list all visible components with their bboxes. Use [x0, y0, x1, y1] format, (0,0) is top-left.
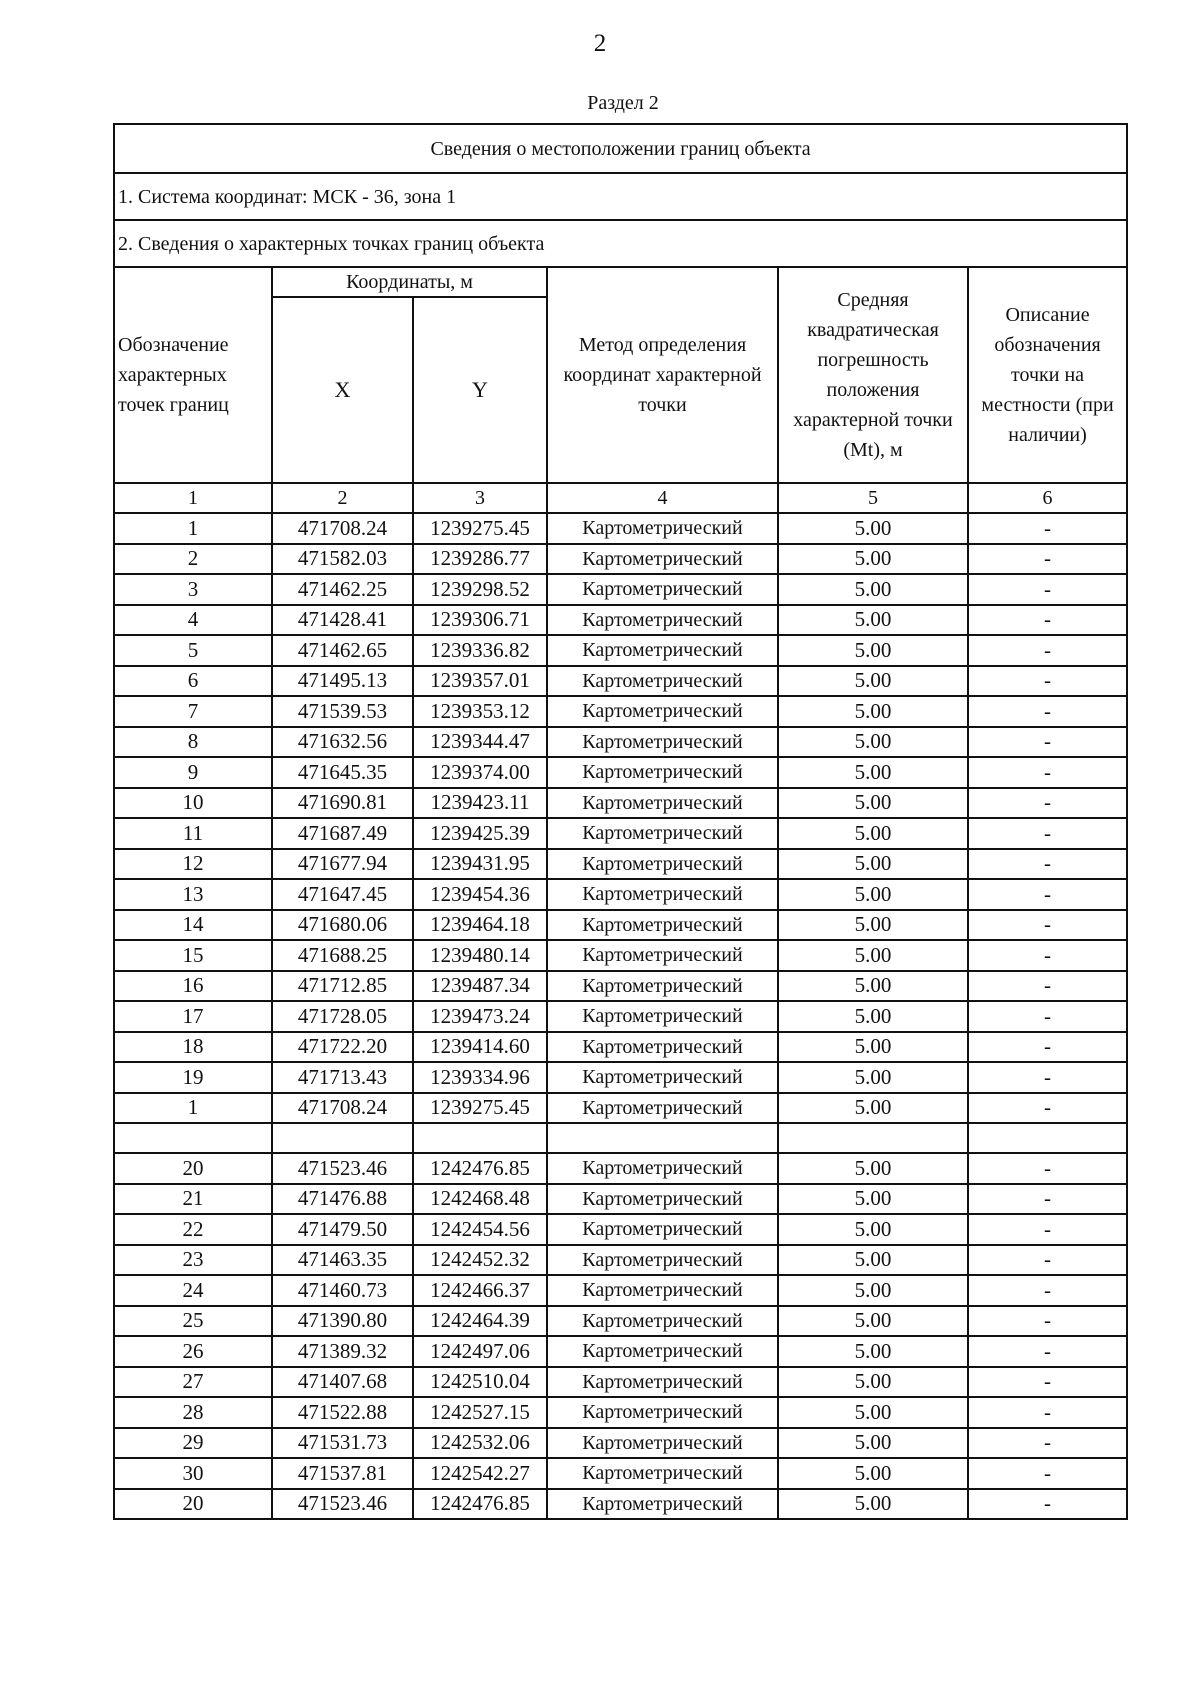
accuracy-cell: 5.00 [778, 1032, 968, 1063]
accuracy-cell: 5.00 [778, 1184, 968, 1215]
description-cell: - [968, 940, 1127, 971]
description-cell: - [968, 513, 1127, 544]
point-id-cell: 26 [114, 1336, 272, 1367]
description-cell: - [968, 1093, 1127, 1124]
accuracy-cell: 5.00 [778, 513, 968, 544]
description-cell: - [968, 1489, 1127, 1520]
table-row [114, 757, 1127, 788]
blank-cell [778, 1123, 968, 1153]
method-cell: Картометрический [547, 1367, 778, 1398]
coord-y-cell: 1239454.36 [413, 879, 547, 910]
section-label: Раздел 2 [587, 92, 659, 114]
method-cell: Картометрический [547, 1093, 778, 1124]
point-id-cell: 14 [114, 910, 272, 941]
coord-x-cell: 471390.80 [272, 1306, 413, 1337]
coord-y-cell: 1242468.48 [413, 1184, 547, 1215]
point-id-cell: 27 [114, 1367, 272, 1398]
coord-y-cell: 1239298.52 [413, 574, 547, 605]
point-id-cell: 19 [114, 1062, 272, 1093]
method-cell: Картометрический [547, 1153, 778, 1184]
method-cell: Картометрический [547, 1032, 778, 1063]
point-id-cell: 17 [114, 1001, 272, 1032]
table-row [114, 1428, 1127, 1459]
coord-y-cell: 1239344.47 [413, 727, 547, 758]
description-cell: - [968, 1275, 1127, 1306]
method-cell: Картометрический [547, 1458, 778, 1489]
accuracy-cell: 5.00 [778, 1214, 968, 1245]
table-row [114, 1245, 1127, 1276]
table-row [114, 1001, 1127, 1032]
header-description: Описание обозначения точки на местности (при наличии) [968, 267, 1127, 483]
method-cell: Картометрический [547, 1336, 778, 1367]
coord-x-cell: 471688.25 [272, 940, 413, 971]
point-id-cell: 18 [114, 1032, 272, 1063]
table-row [114, 513, 1127, 544]
point-id-cell: 16 [114, 971, 272, 1002]
table-row [114, 574, 1127, 605]
coord-x-cell: 471680.06 [272, 910, 413, 941]
coord-x-cell: 471708.24 [272, 513, 413, 544]
table-row [114, 1184, 1127, 1215]
accuracy-cell: 5.00 [778, 1306, 968, 1337]
description-cell: - [968, 1214, 1127, 1245]
accuracy-cell: 5.00 [778, 1458, 968, 1489]
coord-y-cell: 1239275.45 [413, 1093, 547, 1124]
accuracy-cell: 5.00 [778, 544, 968, 575]
point-id-cell: 9 [114, 757, 272, 788]
coord-x-cell: 471647.45 [272, 879, 413, 910]
method-cell: Картометрический [547, 788, 778, 819]
header-method: Метод определения координат характерной точки [547, 267, 778, 483]
method-cell: Картометрический [547, 513, 778, 544]
description-cell: - [968, 818, 1127, 849]
table-row [114, 666, 1127, 697]
coord-y-cell: 1242452.32 [413, 1245, 547, 1276]
coord-x-cell: 471722.20 [272, 1032, 413, 1063]
description-cell: - [968, 1184, 1127, 1215]
accuracy-cell: 5.00 [778, 757, 968, 788]
table-row [114, 1214, 1127, 1245]
point-id-cell: 8 [114, 727, 272, 758]
point-id-cell: 6 [114, 666, 272, 697]
point-id-cell: 2 [114, 544, 272, 575]
column-number: 4 [547, 483, 778, 513]
blank-cell [547, 1123, 778, 1153]
description-cell: - [968, 727, 1127, 758]
table-row [114, 544, 1127, 575]
table-row [114, 1489, 1127, 1520]
coord-x-cell: 471462.25 [272, 574, 413, 605]
coord-y-cell: 1239431.95 [413, 849, 547, 880]
header-x: X [272, 297, 413, 483]
description-cell: - [968, 1153, 1127, 1184]
coord-x-cell: 471479.50 [272, 1214, 413, 1245]
coord-y-cell: 1239334.96 [413, 1062, 547, 1093]
method-cell: Картометрический [547, 1275, 778, 1306]
table-row [114, 696, 1127, 727]
point-id-cell: 25 [114, 1306, 272, 1337]
method-cell: Картометрический [547, 910, 778, 941]
coord-y-cell: 1242497.06 [413, 1336, 547, 1367]
coord-y-cell: 1239480.14 [413, 940, 547, 971]
table-row [114, 1397, 1127, 1428]
method-cell: Картометрический [547, 666, 778, 697]
point-id-cell: 1 [114, 1093, 272, 1124]
method-cell: Картометрический [547, 940, 778, 971]
table-row [114, 1336, 1127, 1367]
description-cell: - [968, 635, 1127, 666]
coord-x-cell: 471463.35 [272, 1245, 413, 1276]
point-id-cell: 15 [114, 940, 272, 971]
coord-x-cell: 471708.24 [272, 1093, 413, 1124]
method-cell: Картометрический [547, 1001, 778, 1032]
method-cell: Картометрический [547, 727, 778, 758]
method-cell: Картометрический [547, 818, 778, 849]
description-cell: - [968, 1428, 1127, 1459]
coord-x-cell: 471690.81 [272, 788, 413, 819]
description-cell: - [968, 971, 1127, 1002]
table-row [114, 727, 1127, 758]
method-cell: Картометрический [547, 574, 778, 605]
method-cell: Картометрический [547, 849, 778, 880]
table-row [114, 1367, 1127, 1398]
accuracy-cell: 5.00 [778, 971, 968, 1002]
coord-x-cell: 471522.88 [272, 1397, 413, 1428]
coordinate-system: 1. Система координат: МСК - 36, зона 1 [114, 173, 1127, 220]
coord-x-cell: 471728.05 [272, 1001, 413, 1032]
coord-y-cell: 1242542.27 [413, 1458, 547, 1489]
table-row [114, 1458, 1127, 1489]
coord-x-cell: 471428.41 [272, 605, 413, 636]
method-cell: Картометрический [547, 879, 778, 910]
coord-x-cell: 471582.03 [272, 544, 413, 575]
accuracy-cell: 5.00 [778, 635, 968, 666]
coord-y-cell: 1239353.12 [413, 696, 547, 727]
accuracy-cell: 5.00 [778, 1428, 968, 1459]
table-row [114, 910, 1127, 941]
description-cell: - [968, 666, 1127, 697]
table-row [114, 849, 1127, 880]
description-cell: - [968, 1032, 1127, 1063]
description-cell: - [968, 1367, 1127, 1398]
point-id-cell: 22 [114, 1214, 272, 1245]
point-id-cell: 20 [114, 1153, 272, 1184]
description-cell: - [968, 1306, 1127, 1337]
accuracy-cell: 5.00 [778, 1245, 968, 1276]
column-number: 5 [778, 483, 968, 513]
description-cell: - [968, 696, 1127, 727]
table-row [114, 1032, 1127, 1063]
table-row [114, 1306, 1127, 1337]
table-row [114, 818, 1127, 849]
table-row [114, 879, 1127, 910]
coord-x-cell: 471460.73 [272, 1275, 413, 1306]
point-id-cell: 28 [114, 1397, 272, 1428]
coord-y-cell: 1239275.45 [413, 513, 547, 544]
coord-y-cell: 1239286.77 [413, 544, 547, 575]
point-id-cell: 20 [114, 1489, 272, 1520]
point-id-cell: 4 [114, 605, 272, 636]
coord-y-cell: 1242466.37 [413, 1275, 547, 1306]
description-cell: - [968, 757, 1127, 788]
blank-cell [968, 1123, 1127, 1153]
method-cell: Картометрический [547, 1306, 778, 1337]
coord-y-cell: 1239473.24 [413, 1001, 547, 1032]
description-cell: - [968, 1001, 1127, 1032]
description-cell: - [968, 788, 1127, 819]
coord-x-cell: 471677.94 [272, 849, 413, 880]
table-row [114, 788, 1127, 819]
points-heading: 2. Сведения о характерных точках границ объекта [114, 220, 1127, 267]
table-row [114, 940, 1127, 971]
coord-y-cell: 1242527.15 [413, 1397, 547, 1428]
header-point: Обозначение характерных точек границ [114, 267, 272, 483]
method-cell: Картометрический [547, 1214, 778, 1245]
description-cell: - [968, 574, 1127, 605]
blank-cell [114, 1123, 272, 1153]
method-cell: Картометрический [547, 1489, 778, 1520]
accuracy-cell: 5.00 [778, 666, 968, 697]
point-id-cell: 3 [114, 574, 272, 605]
coord-y-cell: 1239464.18 [413, 910, 547, 941]
coord-x-cell: 471495.13 [272, 666, 413, 697]
point-id-cell: 12 [114, 849, 272, 880]
table-row [114, 1062, 1127, 1093]
coord-y-cell: 1239423.11 [413, 788, 547, 819]
column-number: 6 [968, 483, 1127, 513]
column-number: 2 [272, 483, 413, 513]
point-id-cell: 11 [114, 818, 272, 849]
method-cell: Картометрический [547, 1428, 778, 1459]
coord-x-cell: 471523.46 [272, 1489, 413, 1520]
coord-x-cell: 471687.49 [272, 818, 413, 849]
page-number: 2 [593, 30, 607, 57]
blank-cell [413, 1123, 547, 1153]
coord-y-cell: 1239374.00 [413, 757, 547, 788]
description-cell: - [968, 849, 1127, 880]
accuracy-cell: 5.00 [778, 1153, 968, 1184]
column-number: 3 [413, 483, 547, 513]
accuracy-cell: 5.00 [778, 788, 968, 819]
coord-y-cell: 1242464.39 [413, 1306, 547, 1337]
header-coordinates: Координаты, м [272, 267, 547, 297]
blank-separator-row [114, 1123, 1127, 1153]
coord-y-cell: 1242532.06 [413, 1428, 547, 1459]
coord-y-cell: 1239414.60 [413, 1032, 547, 1063]
accuracy-cell: 5.00 [778, 940, 968, 971]
accuracy-cell: 5.00 [778, 910, 968, 941]
table-row [114, 1153, 1127, 1184]
method-cell: Картометрический [547, 696, 778, 727]
table-row [114, 1275, 1127, 1306]
coord-x-cell: 471389.32 [272, 1336, 413, 1367]
point-id-cell: 30 [114, 1458, 272, 1489]
method-cell: Картометрический [547, 971, 778, 1002]
coord-y-cell: 1242510.04 [413, 1367, 547, 1398]
coord-x-cell: 471407.68 [272, 1367, 413, 1398]
coord-y-cell: 1242454.56 [413, 1214, 547, 1245]
accuracy-cell: 5.00 [778, 727, 968, 758]
point-id-cell: 5 [114, 635, 272, 666]
accuracy-cell: 5.00 [778, 1367, 968, 1398]
description-cell: - [968, 879, 1127, 910]
coord-y-cell: 1239487.34 [413, 971, 547, 1002]
description-cell: - [968, 544, 1127, 575]
coord-y-cell: 1242476.85 [413, 1489, 547, 1520]
description-cell: - [968, 1245, 1127, 1276]
coord-y-cell: 1239306.71 [413, 605, 547, 636]
description-cell: - [968, 1458, 1127, 1489]
header-y: Y [413, 297, 547, 483]
description-cell: - [968, 1336, 1127, 1367]
coord-x-cell: 471531.73 [272, 1428, 413, 1459]
coord-y-cell: 1239357.01 [413, 666, 547, 697]
description-cell: - [968, 605, 1127, 636]
description-cell: - [968, 910, 1127, 941]
point-id-cell: 24 [114, 1275, 272, 1306]
coord-x-cell: 471537.81 [272, 1458, 413, 1489]
table-title: Сведения о местоположении границ объекта [114, 124, 1127, 173]
point-id-cell: 1 [114, 513, 272, 544]
accuracy-cell: 5.00 [778, 1093, 968, 1124]
accuracy-cell: 5.00 [778, 1489, 968, 1520]
table-row [114, 605, 1127, 636]
column-numbers-row [114, 483, 1127, 513]
method-cell: Картометрический [547, 1184, 778, 1215]
method-cell: Картометрический [547, 1397, 778, 1428]
coord-y-cell: 1239425.39 [413, 818, 547, 849]
table-row [114, 1093, 1127, 1124]
coord-y-cell: 1239336.82 [413, 635, 547, 666]
accuracy-cell: 5.00 [778, 574, 968, 605]
accuracy-cell: 5.00 [778, 1397, 968, 1428]
method-cell: Картометрический [547, 544, 778, 575]
accuracy-cell: 5.00 [778, 849, 968, 880]
coord-x-cell: 471462.65 [272, 635, 413, 666]
table-row [114, 635, 1127, 666]
accuracy-cell: 5.00 [778, 1001, 968, 1032]
description-cell: - [968, 1062, 1127, 1093]
coord-x-cell: 471632.56 [272, 727, 413, 758]
accuracy-cell: 5.00 [778, 879, 968, 910]
coord-x-cell: 471645.35 [272, 757, 413, 788]
column-number: 1 [114, 483, 272, 513]
point-id-cell: 29 [114, 1428, 272, 1459]
method-cell: Картометрический [547, 757, 778, 788]
accuracy-cell: 5.00 [778, 696, 968, 727]
point-id-cell: 7 [114, 696, 272, 727]
point-id-cell: 21 [114, 1184, 272, 1215]
header-accuracy: Средняя квадратическая погрешность положения характерной точки (Mt), м [778, 267, 968, 483]
coord-y-cell: 1242476.85 [413, 1153, 547, 1184]
blank-cell [272, 1123, 413, 1153]
accuracy-cell: 5.00 [778, 818, 968, 849]
coord-x-cell: 471539.53 [272, 696, 413, 727]
accuracy-cell: 5.00 [778, 1275, 968, 1306]
coord-x-cell: 471476.88 [272, 1184, 413, 1215]
accuracy-cell: 5.00 [778, 605, 968, 636]
description-cell: - [968, 1397, 1127, 1428]
accuracy-cell: 5.00 [778, 1336, 968, 1367]
method-cell: Картометрический [547, 1062, 778, 1093]
table-row [114, 971, 1127, 1002]
method-cell: Картометрический [547, 1245, 778, 1276]
method-cell: Картометрический [547, 605, 778, 636]
point-id-cell: 23 [114, 1245, 272, 1276]
point-id-cell: 13 [114, 879, 272, 910]
coord-x-cell: 471712.85 [272, 971, 413, 1002]
method-cell: Картометрический [547, 635, 778, 666]
coord-x-cell: 471523.46 [272, 1153, 413, 1184]
accuracy-cell: 5.00 [778, 1062, 968, 1093]
boundary-points-table [113, 123, 1128, 1520]
point-id-cell: 10 [114, 788, 272, 819]
coord-x-cell: 471713.43 [272, 1062, 413, 1093]
